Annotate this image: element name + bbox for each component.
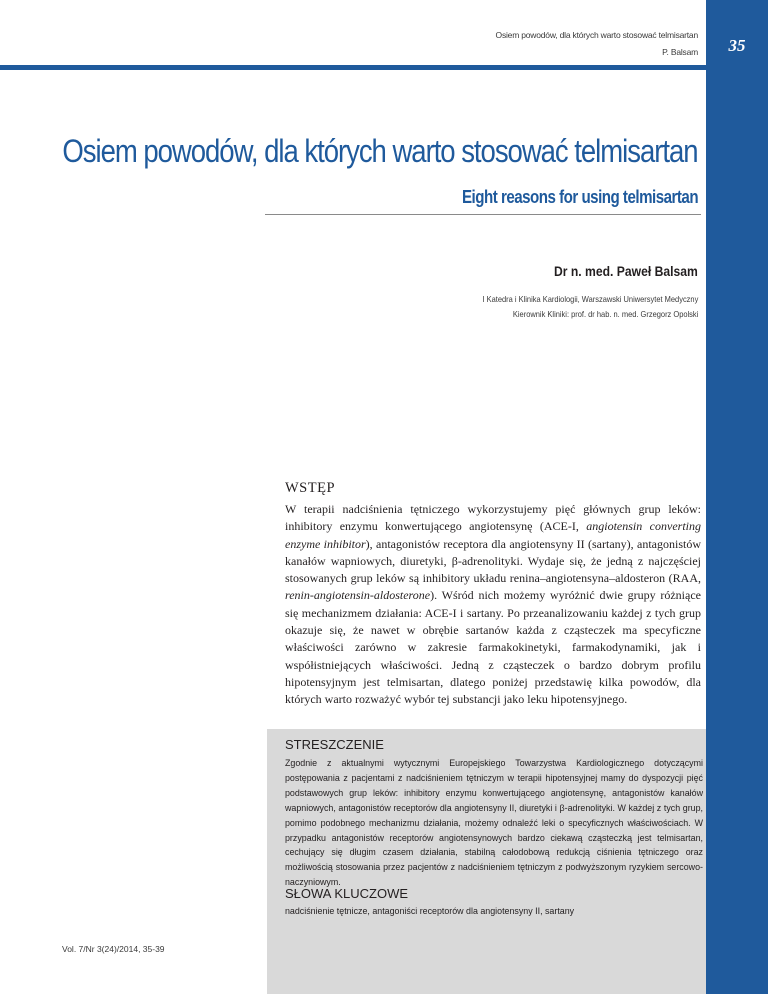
keywords-body: nadciśnienie tętnicze, antagoniści receptorów dla angiotensyny II, sartany — [285, 906, 575, 916]
affiliation-line-2: Kierownik Kliniki: prof. dr hab. n. med. Grzegorz Opolski — [512, 309, 698, 319]
article-subtitle: Eight reasons for using telmisartan — [461, 187, 698, 207]
page-number: 35 — [728, 36, 746, 55]
running-head — [496, 27, 698, 61]
intro-text-2: ), antagonistów receptora dla angiotensyny II (sartany), antagonistów kanałów wapniowych, diuretyki, β-adrenolityki. Wydaje się, że jedną z najczęściej stosowanych grup leków są inhibitory układu renina–angiotensyna–aldosteron (RAA, — [285, 536, 701, 586]
intro-text-3: ). Wśród nich możemy wyróżnić dwie grupy różniące się mechanizmem działania: ACE-I i sartany. Po przeanalizowaniu każdej z tych grup okazuje się, że nawet w obrębie sartanów każda z cząsteczek ma specyficzne właściwości zarówno w zakresie farmakokinetyki, farmakodynamiki, jak i współistniejących właściwości. Jedną z cząsteczek o bardzo dobrym profilu hipotensyjnym jest telmisartan, dlatego poniżej przedstawię kilka powodów, dla których warto rozważyć wybór tej substancji jako leku hipotensyjnego. — [285, 588, 701, 707]
running-head-author: P. Balsam — [662, 47, 698, 57]
abstract-heading: STRESZCZENIE — [285, 737, 384, 752]
intro-text-1: W terapii nadciśnienia tętniczego wykorzystujemy pięć głównych grup leków: inhibitory enzymu konwertującego angiotensynę (ACE-I, — [285, 502, 701, 534]
intro-italic-1: angiotensin converting enzyme inhibitor — [285, 519, 701, 551]
keywords-heading: SŁOWA KLUCZOWE — [285, 886, 409, 901]
intro-italic-2: renin-angiotensin-aldosterone — [285, 588, 431, 603]
article-title: Osiem powodów, dla których warto stosować telmisartan — [62, 133, 698, 169]
intro-paragraph — [285, 501, 701, 709]
affiliation — [482, 292, 698, 322]
header-rule — [0, 65, 706, 70]
title-divider — [265, 214, 701, 215]
affiliation-line-1: I Katedra i Klinika Kardiologii, Warszawski Uniwersytet Medyczny — [482, 294, 698, 304]
running-head-title: Osiem powodów, dla których warto stosować telmisartan — [495, 30, 698, 40]
page-sidebar-band — [706, 0, 768, 994]
author-name: Dr n. med. Paweł Balsam — [554, 264, 698, 279]
journal-footer: Vol. 7/Nr 3(24)/2014, 35-39 — [62, 944, 165, 954]
abstract-body: Zgodnie z aktualnymi wytycznymi Europejskiego Towarzystwa Kardiologicznego dotyczącymi postępowania z pacjentami z nadciśnieniem tętniczym w terapii hipotensyjnej mamy do dyspozycji pięć podstawowych grup leków: inhibitory enzymu konwertującego angiotensynę, antagonistów kanałów wapniowych, antagonistów receptorów dla angiotensyny II, diuretyki i β-adrenolityki. W każdej z tych grup, pomimo podobnego mechanizmu działania, możemy odnaleźć leki o specyficznych właściwościach. W przypadku antagonistów receptorów angiotensynowych bardzo ciekawą cząsteczką jest telmisartan, cechujący się długim czasem działania, stabilną całodobową redukcją ciśnienia tętniczego oraz możliwością stosowania przez pacjentów z nadciśnieniem tętniczym z podwyższonym ryzykiem sercowo-naczyniowym. — [285, 758, 703, 888]
intro-heading: WSTĘP — [285, 480, 336, 496]
